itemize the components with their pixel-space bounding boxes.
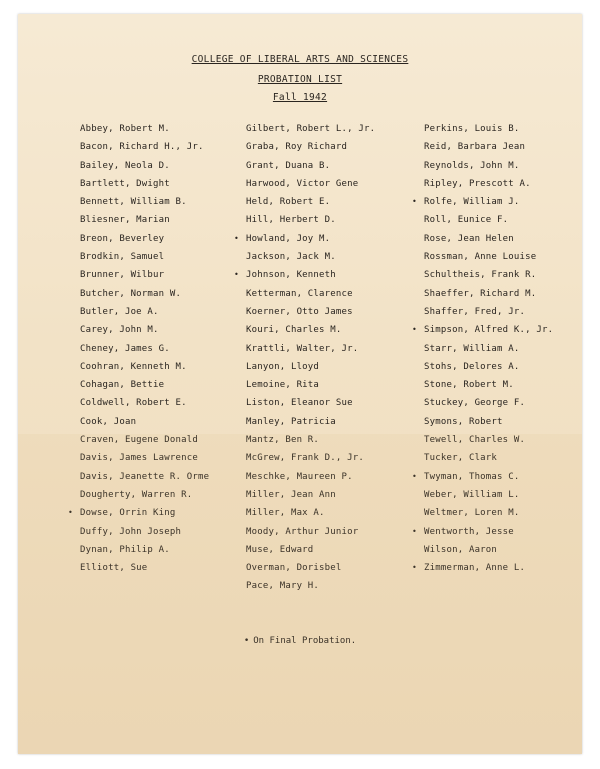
student-name: Liston, Eleanor Sue — [246, 398, 353, 409]
student-name: Reynolds, John M. — [424, 160, 520, 171]
student-name: Miller, Max A. — [246, 508, 325, 519]
student-name: Ketterman, Clarence — [246, 288, 353, 299]
student-name: Krattli, Walter, Jr. — [246, 343, 359, 354]
list-title: PROBATION LIST — [257, 74, 343, 85]
name-column-2 — [246, 120, 375, 596]
student-name-final-probation: • Simpson, Alfred K., Jr. — [424, 321, 553, 339]
student-name: Bailey, Neola D. — [80, 160, 170, 171]
student-name-final-probation: • Zimmerman, Anne L. — [424, 559, 553, 577]
student-name: Stuckey, George F. — [424, 398, 526, 409]
student-name: Lemoine, Rita — [246, 380, 320, 391]
student-name: Ripley, Prescott A. — [424, 178, 531, 189]
student-name-final-probation: • Rolfe, William J. — [424, 193, 553, 211]
student-name: Cheney, James G. — [80, 343, 170, 354]
student-name: Kouri, Charles M. — [246, 325, 342, 336]
final-probation-bullet-icon: • — [243, 636, 250, 646]
student-name: Overman, Dorisbel — [246, 563, 342, 574]
student-name: Tewell, Charles W. — [424, 435, 526, 446]
student-name: Shaeffer, Richard M. — [424, 288, 537, 299]
student-name: Symons, Robert — [424, 416, 503, 427]
student-name-final-probation: • Dowse, Orrin King — [80, 504, 209, 522]
student-name: Held, Robert E. — [246, 197, 331, 208]
name-column-1 — [80, 120, 209, 577]
footnote — [18, 636, 582, 646]
student-name: Wilson, Aaron — [424, 544, 498, 555]
student-name: Dynan, Philip A. — [80, 544, 170, 555]
student-name: Reid, Barbara Jean — [424, 142, 526, 153]
student-name: Shaffer, Fred, Jr. — [424, 306, 526, 317]
student-name-final-probation: • Johnson, Kenneth — [246, 266, 375, 284]
student-name: Graba, Roy Richard — [246, 142, 348, 153]
student-name: Weber, William L. — [424, 489, 520, 500]
student-name: Manley, Patricia — [246, 416, 336, 427]
student-name: Davis, James Lawrence — [80, 453, 198, 464]
student-name: Brunner, Wilbur — [80, 270, 165, 281]
student-name: Bacon, Richard H., Jr. — [80, 142, 204, 153]
student-name: McGrew, Frank D., Jr. — [246, 453, 364, 464]
student-name: Harwood, Victor Gene — [246, 178, 359, 189]
student-name: Dougherty, Warren R. — [80, 489, 193, 500]
student-name: Breon, Beverley — [80, 233, 165, 244]
name-column-3 — [424, 120, 553, 577]
student-name-final-probation: • Wentworth, Jesse — [424, 523, 553, 541]
student-name: Pace, Mary H. — [246, 581, 320, 592]
term-title: Fall 1942 — [272, 92, 328, 103]
college-title: COLLEGE OF LIBERAL ARTS AND SCIENCES — [191, 54, 409, 65]
student-name: Butler, Joe A. — [80, 306, 159, 317]
student-name: Meschke, Maureen P. — [246, 471, 353, 482]
student-name: Mantz, Ben R. — [246, 435, 320, 446]
student-name: Butcher, Norman W. — [80, 288, 182, 299]
student-name: Bartlett, Dwight — [80, 178, 170, 189]
document-page — [18, 14, 582, 754]
student-name: Perkins, Louis B. — [424, 124, 520, 134]
student-name: Schultheis, Frank R. — [424, 270, 537, 281]
student-name: Tucker, Clark — [424, 453, 498, 464]
student-name: Lanyon, Lloyd — [246, 361, 320, 372]
student-name: Moody, Arthur Junior — [246, 526, 359, 537]
footnote-text: On Final Probation. — [253, 636, 357, 646]
student-name: Craven, Eugene Donald — [80, 435, 198, 446]
student-name: Jackson, Jack M. — [246, 252, 336, 263]
student-name: Bennett, William B. — [80, 197, 187, 208]
student-name: Brodkin, Samuel — [80, 252, 165, 263]
student-name: Abbey, Robert M. — [80, 124, 170, 134]
student-name: Muse, Edward — [246, 544, 314, 555]
student-name: Gilbert, Robert L., Jr. — [246, 124, 376, 134]
student-name: Stohs, Delores A. — [424, 361, 520, 372]
student-name: Rossman, Anne Louise — [424, 252, 537, 263]
student-name: Hill, Herbert D. — [246, 215, 336, 226]
student-name-final-probation: • Howland, Joy M. — [246, 230, 375, 248]
student-name: Stone, Robert M. — [424, 380, 514, 391]
student-name: Grant, Duana B. — [246, 160, 331, 171]
student-name: Cohagan, Bettie — [80, 380, 165, 391]
student-name: Coldwell, Robert E. — [80, 398, 187, 409]
student-name: Roll, Eunice F. — [424, 215, 509, 226]
student-name: Duffy, John Joseph — [80, 526, 182, 537]
student-name-final-probation: • Twyman, Thomas C. — [424, 468, 553, 486]
student-name: Carey, John M. — [80, 325, 159, 336]
student-name: Cook, Joan — [80, 416, 137, 427]
student-name: Starr, William A. — [424, 343, 520, 354]
student-name: Elliott, Sue — [80, 563, 148, 574]
student-name: Rose, Jean Helen — [424, 233, 514, 244]
student-name: Miller, Jean Ann — [246, 489, 336, 500]
student-name: Davis, Jeanette R. Orme — [80, 471, 210, 482]
student-name: Weltmer, Loren M. — [424, 508, 520, 519]
student-name: Coohran, Kenneth M. — [80, 361, 187, 372]
student-name: Bliesner, Marian — [80, 215, 170, 226]
student-name: Koerner, Otto James — [246, 306, 353, 317]
